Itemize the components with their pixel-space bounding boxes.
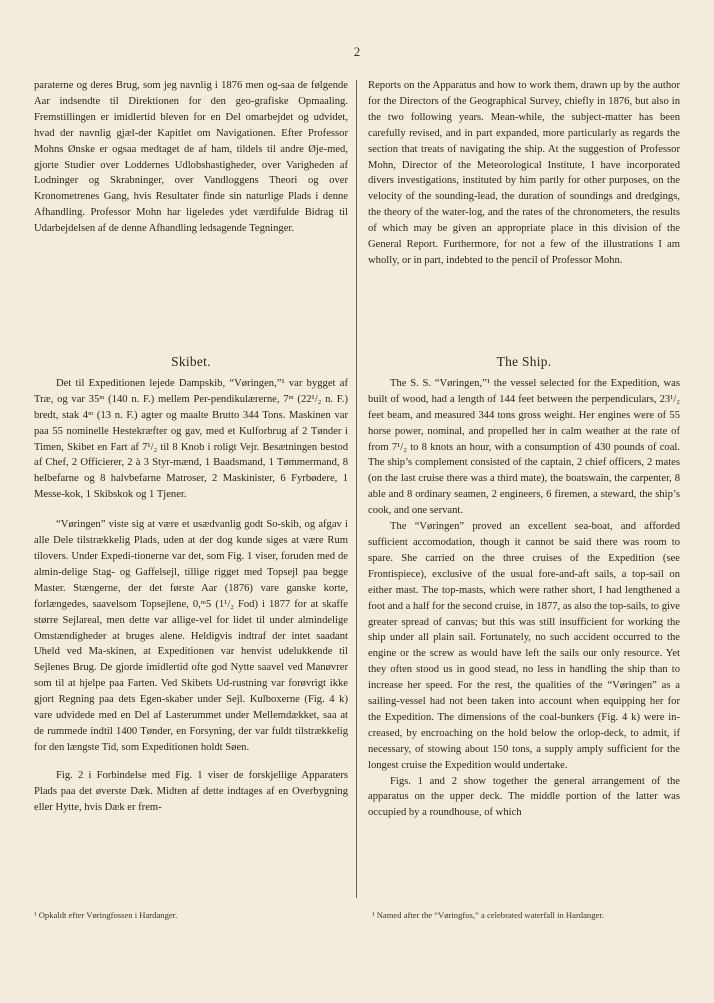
right-footnote: ¹ Named after the “Vøringfos,” a celebrated waterfall in Hardanger.	[372, 910, 604, 920]
norwegian-column	[34, 78, 348, 815]
right-paragraph-3: Figs. 1 and 2 show together the general arrangement of the apparatus on the upper deck. The middle portion of the latter was occupied by a roundhouse, of which	[368, 775, 680, 819]
left-paragraph-3: Fig. 2 i Forbindelse med Fig. 1 viser de forskjellige Apparaters Plads paa det øverste Dæk. Midten af dette indtages af en Overbygning eller Hytte, hvis Dæk er frem-	[34, 769, 348, 813]
page-number: 2	[353, 44, 361, 59]
right-section-title: The Ship.	[496, 354, 552, 369]
left-paragraph-2: “Vøringen” viste sig at være et usædvanlig godt So-skib, og afgav i alle Dele tilstrækkelig Plads, uden at der dog kunde siges at være Rum tilovers. Under Expedi-tionerne var det, som Fig. 1 viser, foruden med de almin-delige Stag- og Gaffelsejl, tillige rigget med Topsejl paa begge Master. Stængerne, der det første Aar (1876) vare ganske korte, forlængedes, saavelsom Topsejlene, 0,ᵐ5 (1¹/₂ Fod) i 1877 for at skaffe større Sejlareal, men dette var allige-vel for lidet til under almindelige Omstændigheder at bruges alene. Heldigvis indtraf der intet saadant Uheld ved Ma-skinen, at Expeditionen var henvist udelukkende til Sejlenes Brug. De gjorde imidlertid ofte god Nytte saavel ved Manøvrer som til at hjelpe paa Farten. Ved Skibets Ud-rustning var forøvrigt ikke gjort Regning paa dets Egen-skaber under Sejl. Kulboxerne (Fig. 4 k) vare udvidede med en Del af Lasterummet under Mellemdækket, saa at de rummede indtil 1400 Tønder, en Forsyning, der var fuldt tilstrækkelig for den længste Tid, som Expeditionen holdt Søen.	[34, 519, 348, 753]
right-paragraph-2: The “Vøringen” proved an excellent sea-boat, and afforded sufficient accomodation, though it cannot be said there was room to spare. She carried on the three cruises of the Expedition (see Frontispiece), exclusive of the usual fore-and-aft sails, a top-sail on either mast. The top-masts, which were rather short, I had lengthened a foot and a half for the second cruise, in 1877, as also the top-sails, to give greater spread of canvas; but this was still insufficient for working the ship under all plain sail. Fortunately, no such accident occurred to the engine or the screw as would have left the sails our only resource. Yet they often stood us in good stead, no less in handling the ship than to increase her speed. For the rest, the qualities of the “Vøringen” as a sailing-vessel had not been taken into account when equipping her for the Expedition. The dimensions of the coal-bunkers (Fig. 4 k) were in-creased, by encroaching on the hold below the orlop-deck, to admit, if necessary, of stowing about 150 tons, a supply amply sufficient for the longest cruise the Expedition would undertake.	[368, 521, 680, 771]
right-intro-paragraph: Reports on the Apparatus and how to work them, drawn up by the author for the Directors of the Geographical Survey, chiefly in 1876, but also in the two following years. Mean-while, the subject-matter has been carefully revised, and in part expanded, more particularly as regards the section that treats of navigating the ship. At the suggestion of Professor Mohn, Director of the Meteorological Institute, I have incorporated divers investigations, instituted by him partly for other purposes, on the velocity of the sounding-lead, the duration of soundings and dredgings, the theory of the water-log, and the rates of the chronometers, the results of which may be given an appropriate place in this division of the General Report. Furthermore, for not a few of the illustrations I am wholly, or in part, indebted to the pencil of Professor Mohn.	[368, 80, 680, 266]
column-divider	[356, 80, 357, 898]
left-section-title: Skibet.	[171, 354, 211, 369]
left-footnote: ¹ Opkaldt efter Vøringfossen i Hardanger.	[34, 910, 178, 920]
right-paragraph-1: The S. S. “Vøringen,”¹ the vessel selected for the Expedition, was built of wood, had a length of 144 feet between the perpendiculars, 23¹/₂ feet beam, and measured 344 tons gross weight. Her engines were of 55 horse power, nominal, and propelled her in calm weather at the rate of from 7¹/₂ to 8 knots an hour, with a consumption of 430 pounds of coal. The ship’s complement consisted of the captain, 2 chief officers, 2 mates (on the last cruise there was a third mate), the boatswain, the carpenter, 8 able and 8 ordinary seamen, 2 engineers, 6 firemen, a steward, the ship’s cook, and one servant.	[368, 377, 680, 517]
left-intro-paragraph: paraterne og deres Brug, som jeg navnlig i 1876 men og-saa de følgende Aar indsendte til Direktionen for den geo-grafiske Opmaaling. Fremstillingen er imidlertid bleven for en Del omarbejdet og udvidet, hvad der navnlig gjæl-der Kapitlet om Navigationen. Efter Professor Mohns Ønske er ogsaa medtaget de af ham, tildels til andre Øje-med, gjorte Studier over Loddernes Udlobshastigheder, over Varigheden af Lodninger og Skrabninger, over Vandloggens Theori og over Kronometrenes Gang, hvis Resultater finde sin naturlige Plads i denne Afhandling. Professor Mohn har ligeledes ydet værdifulde Bidrag til Udarbejdelsen af de denne Afhandling ledsagende Tegninger.	[34, 80, 348, 235]
left-paragraph-1: Det til Expeditionen lejede Dampskib, “Vøringen,”¹ var bygget af Træ, og var 35ᵐ (140 n. F.) mellem Per-pendikulærerne, 7ᵐ (22¹/₂ n. F.) bredt, stak 4ᵐ (13 n. F.) agter og maalte Brutto 344 Tons. Maskinen var paa 55 nominelle Hestekræfter og gav, med et Kulforbrug af 2 Tønder i Timen, Skibet en Fart af 7¹/₂ til 8 Knob i roligt Vejr. Besætningen bestod af Chef, 2 Officierer, 2 à 3 Styr-mænd, 1 Baadsmand, 1 Tømmermand, 8 helbefarne og 8 halvbefarne Matroser, 2 Maskinister, 6 Fyrbødere, 1 Messe-kok, 1 Skibskok og 1 Tjener.	[34, 377, 348, 501]
english-column	[368, 78, 680, 821]
